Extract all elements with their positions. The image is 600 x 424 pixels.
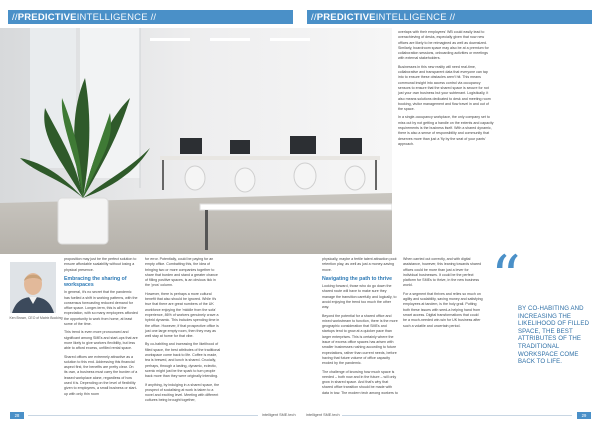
col1-paragraph-3: This trend is even more pronounced and significant among SMEs and start-ups that are more likely to give workers flexibility, but less able to afford excess, unfilled rental space. [64,330,138,351]
header-right-prefix: // [311,11,317,23]
col4-paragraph-1: When carried out correctly, and with digital assistance, however, this leaning towards shared offices could be more than just a lever for individual businesses. It could be the perfect platform for SMEs to thrive, in the new business world. [403,257,482,288]
column-2 [145,257,221,407]
publication-name-left: intelligent SME.tech [262,413,296,417]
header-right-bold: PREDICTIVE [316,11,376,23]
col1-paragraph-2: In general, it's no secret that the pandemic has fuelled a shift in working patterns, with the consensus forecasting reduced demand for office space. Longer-term, this is all the expectation, with so many employees afforded the opportunity to work from home, at least some of the time. [64,290,138,327]
column-3 [322,257,398,399]
col4-paragraph-2: For a segment that thrives and relies so much on agility and scalability, saving money and satisfying employees at tandem, is the holy grail. Putting both these issues with seed-a helping hand from smart access. Digital transformations that could be a much-needed win-win for UK business after such a volatile and uncertain period. [403,291,483,328]
col2-paragraph-2: However, there is perhaps a more cultural benefit that also should be ignored. While it's true that there are great numbers of the UK workforce enjoying the 'middle from the sofa' experience, 86% of workers genuinely crave a hybrid dynamic. This includes spending time in the office. However, if that prospective office is just one large empty room, then they may as well stay at home for that vibe. [145,291,220,339]
page-number-left: 28 [10,412,24,419]
header-bar-left [8,10,293,24]
col1-subheading: Embracing the sharing of workspaces [64,275,127,289]
col2-paragraph-1: for error. Potentially, could be paying for an empty office. Combatting this, the idea of bringing two or more companies together to share that burden and stand a greater chance of filling positive spaces, is an obvious tick in the 'pros' column. [145,257,218,288]
right-top-paragraph-1: overlaps with their employees' WB could easily lead to overachieving of desks, especially given that now new offices are likely to be reimagined as well as downsized. Similarly, boardroom space may also be at a premium for collaboration sessions, onboarding activities or meetings with external stakeholders. [398,30,489,61]
header-left-light: INTELLIGENCE // [76,11,157,23]
author-portrait [10,262,56,313]
right-top-paragraph-2: Businesses in this new reality will need real-time, collaborative and transparent data that everyone can tap into to ensure these obstacles aren't hit. This means communal insight into access control via occupancy sensors to ensure that the shared space is secure for not just your own business but your subtenant. Logistically, it also means solutions dedicated to desk and meeting room booking, visitor management and flow travel in and out of the space. [398,64,491,112]
header-left-bold: PREDICTIVE [17,11,77,23]
col3-paragraph-1: physically, maybe a fertile talent attraction pool: retention play, as well as just a money-saving move. [322,257,398,272]
col3-paragraph-2: Looking forward, those who do go down the shared route will have to make sure they manage the transition carefully and logically, to avoid enjoying the trend too much the other way. [322,284,397,310]
footer-rule-left [28,415,258,416]
column-1 [64,257,138,400]
author-portrait-image [10,262,56,313]
quote-mark-icon: “ [491,243,521,311]
page-number-right: 29 [577,412,591,419]
right-top-paragraph-3: In a single-occupancy workplace, the only company set to miss out by not getting a handle on the extents and capacity requirements is the business itself. With a shared dynamic, there is also a sense of responsibility and community that deserves more than just a 'fly by the seat of your pants' approach. [398,115,494,146]
header-right-light: INTELLIGENCE // [375,11,456,23]
footer-rule-right [342,415,572,416]
right-top-column [398,30,494,150]
office-photo-illustration [0,28,392,254]
col1-paragraph-4: Shared offices are extremely attractive as a solution to this end. Addressing this financial aspect first, the benefits are pretty clear. On its own, a business must carry the burden of a leased workplace alone, regardless of how used it is. Depending on the level of flexibility given to employees, a small business or start-up with only thin room [64,354,138,396]
portrait-caption: Ken Brown, CEO of Matrix Booking [9,316,63,320]
header-left-prefix: // [12,11,18,23]
col3-paragraph-3: Beyond the potential for a shared office and mixed workstream to function, there is the more geographic consideration that SMEs and startups tend to grow at a quicker pace than larger enterprises. This is certainly where the issue of excess office spaces has arisen with smaller businesses rushing according to future expectations, rather than current needs, before having that future volume of office capacity eroded by the pandemic. [322,313,398,366]
office-photo [0,28,392,254]
pull-quote: BY CO-HABITING AND INCREASING THE LIKELIHOOD OF FILLED SPACE, THE BEST ATTRIBUTES OF THE TRADITIONAL WORKSPACE COME BACK TO LIFE. [518,305,590,366]
col3-paragraph-4: The challenge of knowing how much space is needed – both now and in the future – will only grow in shared space. And that's why that shared office transition should be made with data in tow. The modern tech among workers to [322,369,398,395]
col2-paragraph-3: By co-habiting and increasing the likelihood of filled space, the best attributes of the traditional workspace come back to life. Coffee is made, tea is brewed, and lunch is shared. Crucially, perhaps, through a lasting, dynamic, eclectic, scenic might just be the spark to turn people back more than they were originally intending. [145,342,221,379]
column-4 [403,257,483,332]
col1-paragraph-1: proposition may just be the perfect solution to ensure affordable scalability without losing a physical presence. [64,257,137,272]
header-bar-right [307,10,592,24]
col2-paragraph-4: If anything, by indulging in a shared space, the prospect of socialising at work is taken to a novel and exciting level. Meeting with different cultures being brought together, [145,382,220,403]
col3-subheading: Navigating the path to thrive [322,275,393,282]
publication-name-right: intelligent SME.tech [306,413,340,417]
